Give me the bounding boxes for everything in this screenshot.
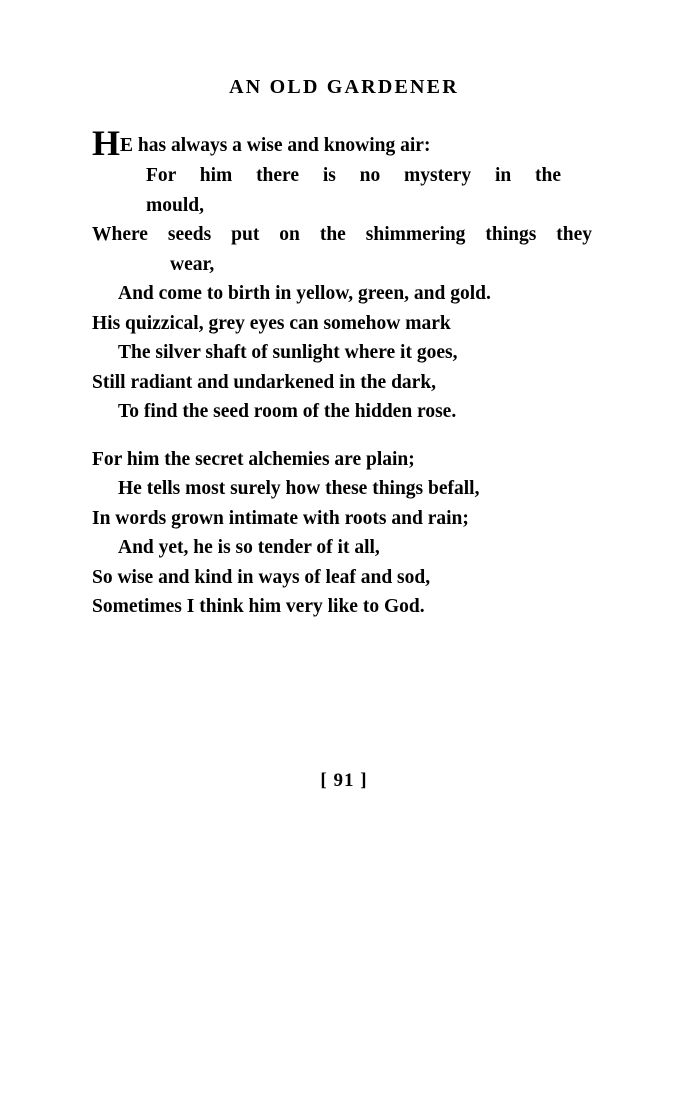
page-title: AN OLD GARDENER — [229, 76, 459, 98]
poem-body — [0, 125, 688, 622]
poem-page — [0, 76, 688, 1098]
poem-line: To find the seed room of the hidden rose. — [118, 401, 457, 422]
poem-line: Still radiant and undarkened in the dark, — [92, 371, 437, 393]
poem-line: He tells most surely how these things befall, — [118, 478, 480, 499]
poem-line: And come to birth in yellow, green, and gold. — [118, 283, 491, 304]
poem-line: wear, — [170, 253, 215, 275]
stanza-2 — [92, 445, 593, 622]
stanza-1 — [92, 125, 593, 427]
poem-line: Sometimes I think him very like to God. — [92, 596, 425, 617]
drop-cap: H — [92, 123, 121, 163]
poem-line: So wise and kind in ways of leaf and sod, — [92, 566, 431, 588]
poem-line: For him there is no mystery in the — [146, 165, 561, 186]
poem-line: And yet, he is so tender of it all, — [118, 537, 380, 558]
poem-line-text: E has always a wise and knowing air: — [120, 135, 431, 156]
poem-line: mould, — [146, 194, 204, 216]
poem-line: For him the secret alchemies are plain; — [92, 448, 415, 470]
poem-line: The silver shaft of sunlight where it goes, — [118, 342, 458, 363]
poem-line: Where seeds put on the shimmering things they — [92, 224, 592, 245]
poem-line — [92, 125, 593, 161]
poem-line: His quizzical, grey eyes can somehow mark — [92, 312, 451, 334]
poem-line: In words grown intimate with roots and rain; — [92, 507, 469, 529]
page-folio: [ 91 ] — [320, 770, 368, 791]
